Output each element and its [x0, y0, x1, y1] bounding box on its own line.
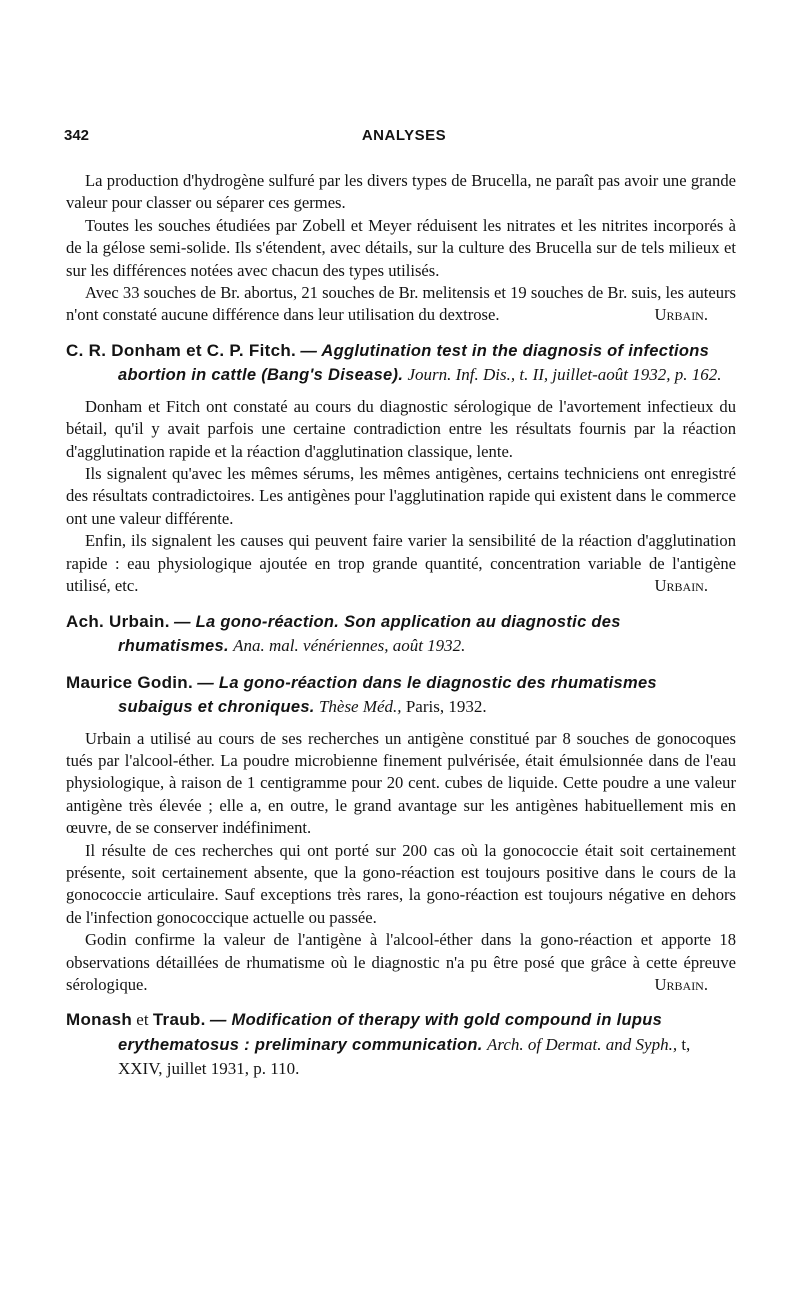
entry-title: — La gono-réaction dans le diagnostic des rhumatismes subaigus et chroniques. [118, 673, 657, 716]
entry-author-2: Traub. [152, 1010, 206, 1030]
donham-paragraph-2: Ils signalent qu'avec les mêmes sérums, les mêmes antigènes, certains techniciens ont enregistré des résultats contradictoires. Les antigènes pour l'agglutination rapide qui existent dans le commerce ont une valeur différente. [66, 464, 736, 528]
entry-heading-godin [66, 671, 736, 720]
entry-author-1: Monash [66, 1010, 133, 1030]
entry-title: — La gono-réaction. Son application au diagnostic des rhumatismes. [118, 612, 621, 655]
intro-paragraph-1: La production d'hydrogène sulfuré par les divers types de Brucella, ne paraît pas avoir une grande valeur pour classer ou séparer ces germes. [66, 171, 736, 213]
page-number: 342 [64, 127, 90, 144]
entry-citation: Ana. mal. vénériennes, août 1932. [233, 636, 466, 655]
donham-paragraph-3 [66, 530, 736, 597]
signature: Urbain. [654, 576, 708, 596]
entry-heading-monash [66, 1008, 736, 1081]
running-header [64, 127, 744, 149]
entry-conjunction: et [136, 1010, 149, 1030]
page-body [66, 170, 736, 1089]
entry-authors: C. R. Donham et C. P. Fitch. [66, 340, 297, 360]
entry-heading-donham [66, 339, 736, 388]
signature: Urbain. [654, 974, 708, 994]
godin-paragraph-3 [66, 929, 736, 996]
entry-author: Maurice Godin. [66, 672, 193, 692]
godin-paragraph-3-text: Godin confirme la valeur de l'antigène à l'alcool-éther dans la gono-réaction et apporte 18 observations détaillées de rhumatisme où le diagnostic n'a pu être posé que grâce à cette épreuve sérologique. [66, 930, 736, 994]
intro-paragraph-3-text: Avec 33 souches de Br. abortus, 21 souches de Br. melitensis et 19 souches de Br. suis, les auteurs n'ont constaté aucune différence dans leur utilisation du dextrose. [66, 283, 736, 325]
entry-citation-italic: Arch. of Dermat. and Syph., [486, 1034, 678, 1054]
entry-title: — Modification of therapy with gold compound in lupus erythematosus : preliminary communication. [118, 1011, 663, 1054]
entry-heading-urbain [66, 610, 736, 659]
running-title: ANALYSES [361, 127, 447, 144]
donham-paragraph-1: Donham et Fitch ont constaté au cours du diagnostic sérologique de l'avortement infectieux du bétail, qu'il y avait parfois une certaine contradiction entre les résultats fournis par la réaction d'agglutination rapide et la réaction d'agglutination classique, lente. [66, 396, 736, 461]
donham-paragraph-3-text: Enfin, ils signalent les causes qui peuvent faire varier la sensibilité de la réaction d'agglutination rapide : eau physiologique ajoutée en trop grande quantité, concentration variable de l'antigène utilisé, etc. [66, 531, 736, 596]
signature: Urbain. [654, 305, 708, 325]
intro-paragraph-3 [66, 282, 736, 327]
entry-author: Ach. Urbain. [66, 611, 170, 631]
entry-citation: Paris, 1932. [405, 697, 487, 716]
entry-citation: Journ. Inf. Dis., t. II, juillet-août 1932, p. 162. [407, 365, 722, 385]
entry-title: — Agglutination test in the diagnosis of infections abortion in cattle (Bang's Disease). [118, 341, 710, 385]
godin-paragraph-1: Urbain a utilisé au cours de ses recherches un antigène constitué par 8 souches de gonocoques tués par l'alcool-éther. La poudre microbienne finement pulvérisée, était émulsionnée dans de l'eau physiologique, à raison de 1 centigramme pour 20 cent. cubes de liquide. Cette poudre a une valeur antigène très élevée ; elle a, en outre, le grand avantage sur les antigènes habituellement mis en œuvre, de se conserver indéfiniment. [66, 728, 736, 838]
intro-paragraph-2: Toutes les souches étudiées par Zobell et Meyer réduisent les nitrates et les nitrites incorporés à de la gélose semi-solide. Ils s'étendent, avec détails, sur la culture des Brucella sur de tels milieux et sur les différences notées avec chacun des types utilisés. [66, 215, 736, 280]
entry-citation-italic: Thèse Méd., [318, 697, 402, 716]
entry-citation: t, XXIV, juillet 1931, p. 110. [118, 1034, 691, 1079]
godin-paragraph-2: Il résulte de ces recherches qui ont porté sur 200 cas où la gonococcie était soit certainement présente, soit certainement absente, que la gono-réaction est toujours positive dans le cours de la gonococcie articulaire. Sauf exceptions très rares, la gono-réaction est toujours négative en dehors de l'infection gonococcique actuelle ou passée. [66, 840, 736, 927]
